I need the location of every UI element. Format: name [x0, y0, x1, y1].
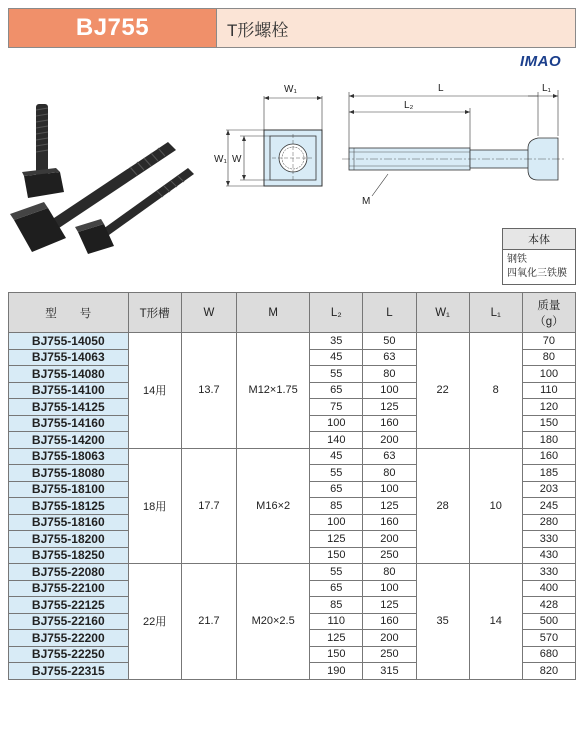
cell-l2: 55 [310, 564, 363, 581]
cell-l: 200 [363, 432, 416, 449]
cell-l: 200 [363, 531, 416, 548]
table-body [9, 333, 576, 680]
col-m: M [237, 293, 310, 333]
cell-l: 315 [363, 663, 416, 680]
spec-table [8, 292, 576, 680]
cell-l: 250 [363, 547, 416, 564]
cell-model: BJ755-14080 [9, 366, 129, 383]
cell-l2: 45 [310, 448, 363, 465]
cell-mass: 100 [522, 366, 575, 383]
cell-model: BJ755-18080 [9, 465, 129, 482]
col-mass-unit: （g） [534, 315, 564, 328]
cell-mass: 80 [522, 349, 575, 366]
col-mass-label: 质量 [537, 299, 561, 312]
cell-model: BJ755-18125 [9, 498, 129, 515]
cell-m: M16×2 [237, 448, 310, 564]
cell-l: 100 [363, 481, 416, 498]
cell-model: BJ755-22160 [9, 613, 129, 630]
side-view [342, 83, 564, 207]
cell-mass: 70 [522, 333, 575, 350]
cell-w1: 35 [416, 564, 469, 680]
col-slot: T形槽 [128, 293, 181, 333]
cell-l: 100 [363, 382, 416, 399]
cell-l2: 125 [310, 630, 363, 647]
col-l1: L₁ [469, 293, 522, 333]
cell-l2: 100 [310, 514, 363, 531]
cell-mass: 120 [522, 399, 575, 416]
cell-l2: 85 [310, 498, 363, 515]
cell-model: BJ755-18200 [9, 531, 129, 548]
material-body [503, 250, 575, 284]
material-box [502, 228, 576, 285]
cell-l2: 110 [310, 613, 363, 630]
cell-l: 125 [363, 399, 416, 416]
cell-mass: 428 [522, 597, 575, 614]
cell-l1: 10 [469, 448, 522, 564]
cell-model: BJ755-22315 [9, 663, 129, 680]
cell-l2: 65 [310, 382, 363, 399]
cell-model: BJ755-18100 [9, 481, 129, 498]
cell-model: BJ755-14050 [9, 333, 129, 350]
cell-mass: 150 [522, 415, 575, 432]
cell-l: 80 [363, 366, 416, 383]
cell-w: 17.7 [181, 448, 236, 564]
cell-mass: 245 [522, 498, 575, 515]
cell-model: BJ755-18250 [9, 547, 129, 564]
product-title: T形螺栓 [217, 9, 575, 47]
cell-l: 250 [363, 646, 416, 663]
cell-slot: 18用 [128, 448, 181, 564]
col-model: 型 号 [9, 293, 129, 333]
bolt-medium [75, 168, 194, 254]
col-w1: W₁ [416, 293, 469, 333]
cell-l: 63 [363, 448, 416, 465]
material-line: 钢铁 [507, 254, 527, 265]
cell-mass: 280 [522, 514, 575, 531]
cell-l: 200 [363, 630, 416, 647]
product-photo [8, 92, 208, 262]
cell-w: 21.7 [181, 564, 236, 680]
cell-l2: 65 [310, 580, 363, 597]
cell-mass: 680 [522, 646, 575, 663]
cell-l: 125 [363, 597, 416, 614]
cell-model: BJ755-22100 [9, 580, 129, 597]
cell-mass: 185 [522, 465, 575, 482]
brand-logo: IMAO [520, 53, 562, 70]
table-row [9, 564, 576, 581]
cell-model: BJ755-14063 [9, 349, 129, 366]
front-view [214, 84, 322, 186]
cell-mass: 180 [522, 432, 575, 449]
cell-w1: 28 [416, 448, 469, 564]
product-code: BJ755 [9, 9, 217, 47]
cell-l2: 35 [310, 333, 363, 350]
cell-l2: 75 [310, 399, 363, 416]
table-header-row [9, 293, 576, 333]
cell-l2: 85 [310, 597, 363, 614]
cell-l: 160 [363, 613, 416, 630]
cell-w: 13.7 [181, 333, 236, 449]
cell-m: M12×1.75 [237, 333, 310, 449]
cell-model: BJ755-22125 [9, 597, 129, 614]
cell-mass: 330 [522, 564, 575, 581]
cell-model: BJ755-22080 [9, 564, 129, 581]
cell-mass: 110 [522, 382, 575, 399]
cell-model: BJ755-18160 [9, 514, 129, 531]
cell-l2: 150 [310, 646, 363, 663]
cell-l2: 125 [310, 531, 363, 548]
cell-l: 125 [363, 498, 416, 515]
col-w: W [181, 293, 236, 333]
cell-model: BJ755-22250 [9, 646, 129, 663]
technical-drawing [212, 78, 582, 228]
dim-m: M [362, 196, 371, 207]
cell-l: 80 [363, 465, 416, 482]
cell-mass: 203 [522, 481, 575, 498]
cell-l2: 65 [310, 481, 363, 498]
cell-slot: 14用 [128, 333, 181, 449]
material-line: 四氧化三铁膜 [507, 268, 567, 279]
cell-l: 100 [363, 580, 416, 597]
cell-mass: 500 [522, 613, 575, 630]
dim-w: W [232, 154, 242, 165]
cell-mass: 820 [522, 663, 575, 680]
cell-l: 80 [363, 564, 416, 581]
cell-l2: 55 [310, 465, 363, 482]
cell-model: BJ755-14160 [9, 415, 129, 432]
cell-l2: 55 [310, 366, 363, 383]
dim-l2: L₂ [404, 100, 414, 111]
cell-l1: 8 [469, 333, 522, 449]
dim-l1: L₁ [542, 83, 551, 94]
cell-m: M20×2.5 [237, 564, 310, 680]
table-row [9, 333, 576, 350]
cell-mass: 160 [522, 448, 575, 465]
cell-model: BJ755-18063 [9, 448, 129, 465]
cell-l2: 100 [310, 415, 363, 432]
product-header [8, 8, 576, 48]
dim-w1-side: W₁ [214, 154, 227, 165]
cell-l: 160 [363, 415, 416, 432]
cell-l: 63 [363, 349, 416, 366]
cell-l2: 150 [310, 547, 363, 564]
cell-w1: 22 [416, 333, 469, 449]
cell-l2: 190 [310, 663, 363, 680]
col-l: L [363, 293, 416, 333]
cell-mass: 570 [522, 630, 575, 647]
dim-w1-top: W₁ [284, 84, 297, 95]
cell-mass: 400 [522, 580, 575, 597]
cell-l: 50 [363, 333, 416, 350]
cell-l2: 140 [310, 432, 363, 449]
cell-mass: 330 [522, 531, 575, 548]
cell-model: BJ755-22200 [9, 630, 129, 647]
cell-slot: 22用 [128, 564, 181, 680]
dim-l: L [438, 83, 444, 94]
cell-model: BJ755-14200 [9, 432, 129, 449]
col-mass [522, 293, 575, 333]
cell-l1: 14 [469, 564, 522, 680]
material-header: 本体 [503, 229, 575, 250]
cell-mass: 430 [522, 547, 575, 564]
table-row [9, 448, 576, 465]
bolt-standing [22, 104, 64, 198]
cell-l: 160 [363, 514, 416, 531]
col-l2: L₂ [310, 293, 363, 333]
cell-model: BJ755-14125 [9, 399, 129, 416]
cell-model: BJ755-14100 [9, 382, 129, 399]
cell-l2: 45 [310, 349, 363, 366]
